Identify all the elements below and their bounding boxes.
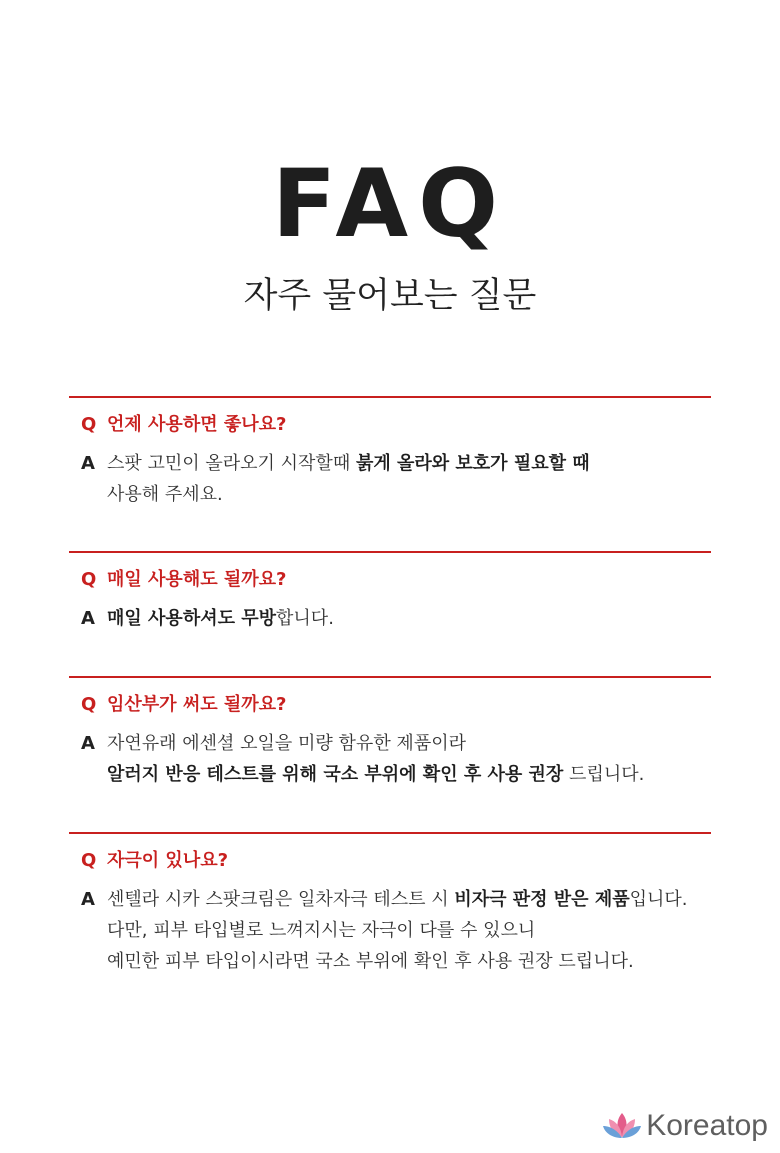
divider: [69, 551, 711, 553]
answer-text: 입니다.: [629, 889, 688, 910]
faq-question: [69, 848, 711, 874]
faq-item: [69, 676, 711, 790]
q-marker: Q: [81, 414, 97, 435]
faq-item: [69, 832, 711, 977]
a-marker: A: [81, 733, 95, 754]
answer-line: [107, 915, 688, 946]
answer-text: 예민한 피부 타입이시라면 국소 부위에 확인 후 사용 권장 드립니다.: [107, 951, 634, 972]
answer-emphasis: 알러지 반응 테스트를 위해 국소 부위에 확인 후 사용 권장: [107, 764, 564, 785]
faq-answer: [69, 448, 711, 510]
brand-name: Koreatop: [646, 1109, 768, 1142]
answer-lines: [107, 884, 688, 977]
page-subtitle: 자주 물어보는 질문: [243, 276, 537, 316]
answer-emphasis: 붉게 올라와 보호가 필요할 때: [355, 453, 590, 474]
lotus-icon: [602, 1111, 642, 1141]
faq-question: [69, 692, 711, 718]
answer-text: 센텔라 시카 스팟크림은 일차자극 테스트 시: [107, 889, 455, 910]
faq-answer: [69, 728, 711, 790]
answer-text: 다만, 피부 타입별로 느껴지시는 자극이 다를 수 있으니: [107, 920, 536, 941]
answer-text: 스팟 고민이 올라오기 시작할때: [107, 453, 356, 474]
question-text: 매일 사용해도 될까요?: [107, 569, 287, 590]
divider: [69, 676, 711, 678]
faq-question: [69, 412, 711, 438]
answer-line: [107, 884, 688, 915]
divider: [69, 396, 711, 398]
answer-line: [107, 479, 590, 510]
question-text: 언제 사용하면 좋나요?: [107, 414, 287, 435]
answer-emphasis: 매일 사용하셔도 무방: [107, 608, 277, 629]
a-marker: A: [81, 453, 95, 474]
page-title: FAQ: [271, 150, 509, 259]
answer-line: [107, 728, 644, 759]
brand-logo: [602, 1106, 768, 1146]
answer-line: [107, 603, 334, 634]
answer-line: [107, 759, 644, 790]
faq-answer: [69, 884, 711, 977]
faq-question: [69, 567, 711, 593]
answer-text: 합니다.: [276, 608, 334, 629]
faq-item: [69, 551, 711, 634]
answer-lines: [107, 728, 644, 790]
answer-lines: [107, 603, 334, 634]
answer-line: [107, 946, 688, 977]
faq-item: [69, 396, 711, 510]
answer-text: 사용해 주세요.: [107, 484, 223, 505]
answer-text: 드립니다.: [563, 764, 645, 785]
q-marker: Q: [81, 850, 97, 871]
question-text: 자극이 있나요?: [107, 850, 229, 871]
q-marker: Q: [81, 569, 97, 590]
a-marker: A: [81, 889, 95, 910]
q-marker: Q: [81, 694, 97, 715]
a-marker: A: [81, 608, 95, 629]
answer-text: 자연유래 에센셜 오일을 미량 함유한 제품이라: [107, 733, 466, 754]
answer-line: [107, 448, 590, 479]
answer-lines: [107, 448, 590, 510]
faq-answer: [69, 603, 711, 634]
question-text: 임산부가 써도 될까요?: [107, 694, 287, 715]
answer-emphasis: 비자극 판정 받은 제품: [454, 889, 630, 910]
divider: [69, 832, 711, 834]
